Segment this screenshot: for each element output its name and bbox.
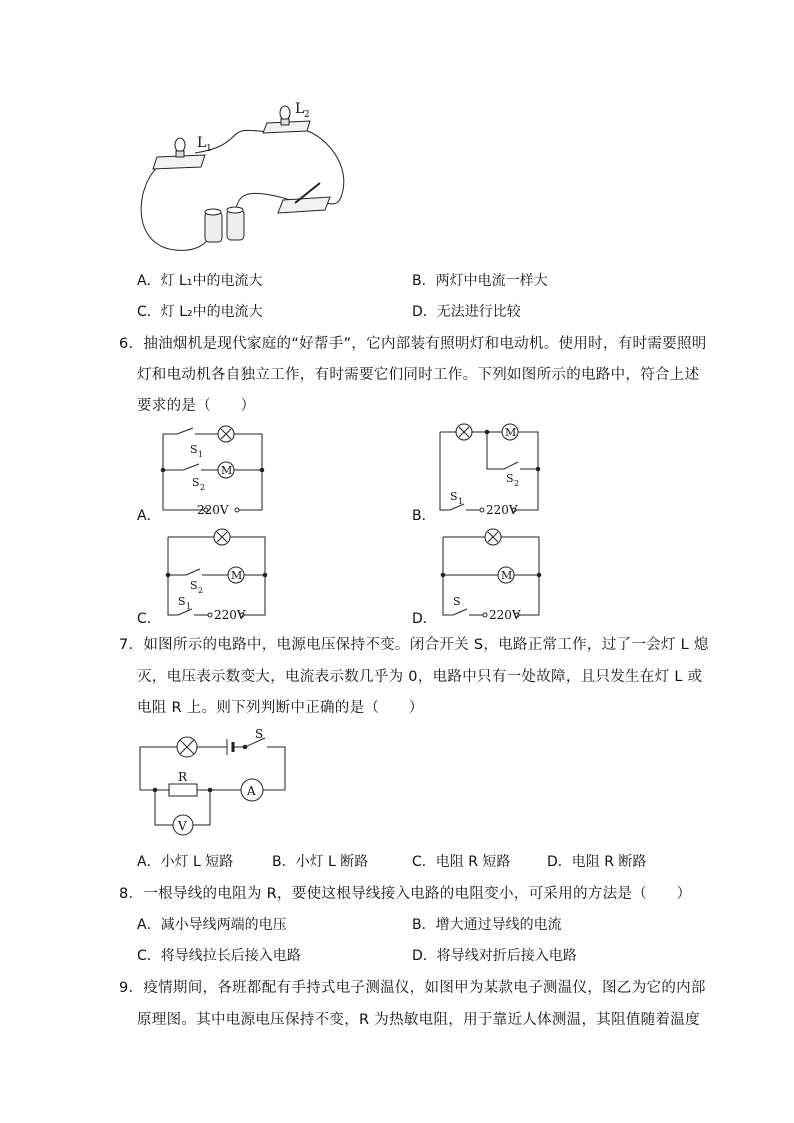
- q7-option-c[interactable]: C．电阻 R 短路: [412, 854, 511, 870]
- switch-s2-subscript: 2: [200, 483, 206, 492]
- motor-label: M: [231, 569, 243, 582]
- q7-stem-line-3: 电阻 R 上。则下列判断中正确的是（ ）: [137, 700, 424, 716]
- switch-s2-label: S: [192, 476, 200, 489]
- q7-circuit-figure: [135, 725, 295, 840]
- q7-option-d[interactable]: D．电阻 R 断路: [547, 854, 647, 870]
- q8-option-d[interactable]: D．将导线对折后接入电路: [412, 948, 577, 964]
- l1-label: L: [197, 135, 207, 151]
- q9-stem-line-1: 9．疫情期间，各班都配有手持式电子测温仪，如图甲为某款电子测温仪，图乙为它的内部: [119, 980, 706, 996]
- q8-option-b[interactable]: B．增大通过导线的电流: [412, 917, 562, 933]
- switch-s-label: S: [453, 595, 461, 608]
- q9-stem-line-2: 原理图。其中电源电压保持不变，R 为热敏电阻，用于靠近人体测温，其阻值随着温度: [137, 1012, 700, 1028]
- q8-option-a[interactable]: A．减小导线两端的电压: [137, 917, 287, 933]
- q7-option-b[interactable]: B．小灯 L 断路: [272, 854, 369, 870]
- voltage-label: 220V: [486, 503, 518, 517]
- q6-stem-line-3: 要求的是（ ）: [137, 398, 256, 414]
- switch-s1-subscript: 1: [186, 602, 192, 611]
- q6-option-a-letter[interactable]: A．: [137, 508, 161, 524]
- switch-s2-subscript: 2: [198, 586, 204, 595]
- q8-stem: 8．一根导线的电阻为 R，要使这根导线接入电路的电阻变小，可采用的方法是（ ）: [119, 886, 692, 902]
- voltage-label: 220V: [197, 503, 229, 517]
- motor-label: M: [505, 426, 517, 439]
- q6-circuit-b[interactable]: [432, 422, 547, 517]
- q6-circuit-a[interactable]: [155, 422, 270, 517]
- q6-option-d-letter[interactable]: D．: [412, 611, 437, 627]
- switch-s1-label: S: [450, 490, 458, 503]
- motor-label: M: [501, 569, 513, 582]
- l2-subscript: 2: [304, 110, 310, 120]
- q6-stem-line-2: 灯和电动机各自独立工作，有时需要它们同时工作。下列如图所示的电路中，符合上述: [137, 367, 700, 383]
- switch-s2-label: S: [190, 579, 198, 592]
- q6-circuit-c[interactable]: [160, 527, 275, 622]
- q6-option-c-letter[interactable]: C．: [137, 611, 161, 627]
- q8-option-c[interactable]: C．将导线拉长后接入电路: [137, 948, 301, 964]
- q5-option-d[interactable]: D．无法进行比较: [412, 304, 521, 320]
- switch-s1-subscript: 1: [198, 450, 204, 459]
- switch-s2-label: S: [506, 472, 514, 485]
- q6-circuit-d[interactable]: [435, 527, 550, 622]
- q5-option-c[interactable]: C．灯 L₂中的电流大: [137, 304, 263, 320]
- resistor-r-label: R: [178, 770, 188, 784]
- switch-s2-subscript: 2: [514, 479, 520, 488]
- switch-s-label: S: [255, 727, 264, 741]
- voltmeter-label: V: [178, 819, 187, 833]
- q5-option-a[interactable]: A．灯 L₁中的电流大: [137, 273, 263, 289]
- l2-label: L: [295, 101, 305, 117]
- l1-subscript: 1: [206, 144, 212, 154]
- switch-s1-subscript: 1: [458, 497, 464, 506]
- q6-stem-line-1: 6．抽油烟机是现代家庭的“好帮手”，它内部装有照明灯和电动机。使用时，有时需要照明: [119, 336, 707, 352]
- q7-stem-line-1: 7．如图所示的电路中，电源电压保持不变。闭合开关 S，电路正常工作，过了一会灯 L 熄: [119, 637, 709, 653]
- voltage-label: 220V: [214, 608, 246, 622]
- switch-s1-label: S: [190, 443, 198, 456]
- ammeter-label: A: [247, 784, 256, 798]
- q7-option-a[interactable]: A．小灯 L 短路: [137, 854, 234, 870]
- voltage-label: 220V: [489, 608, 521, 622]
- switch-s1-label: S: [178, 595, 186, 608]
- q6-option-b-letter[interactable]: B．: [412, 508, 436, 524]
- q5-circuit-figure: [135, 95, 365, 255]
- q5-option-b[interactable]: B．两灯中电流一样大: [412, 273, 548, 289]
- q7-stem-line-2: 灭，电压表示数变大，电流表示数几乎为 0，电路中只有一处故障，且只发生在灯 L 或: [137, 669, 703, 685]
- motor-label: M: [221, 464, 233, 477]
